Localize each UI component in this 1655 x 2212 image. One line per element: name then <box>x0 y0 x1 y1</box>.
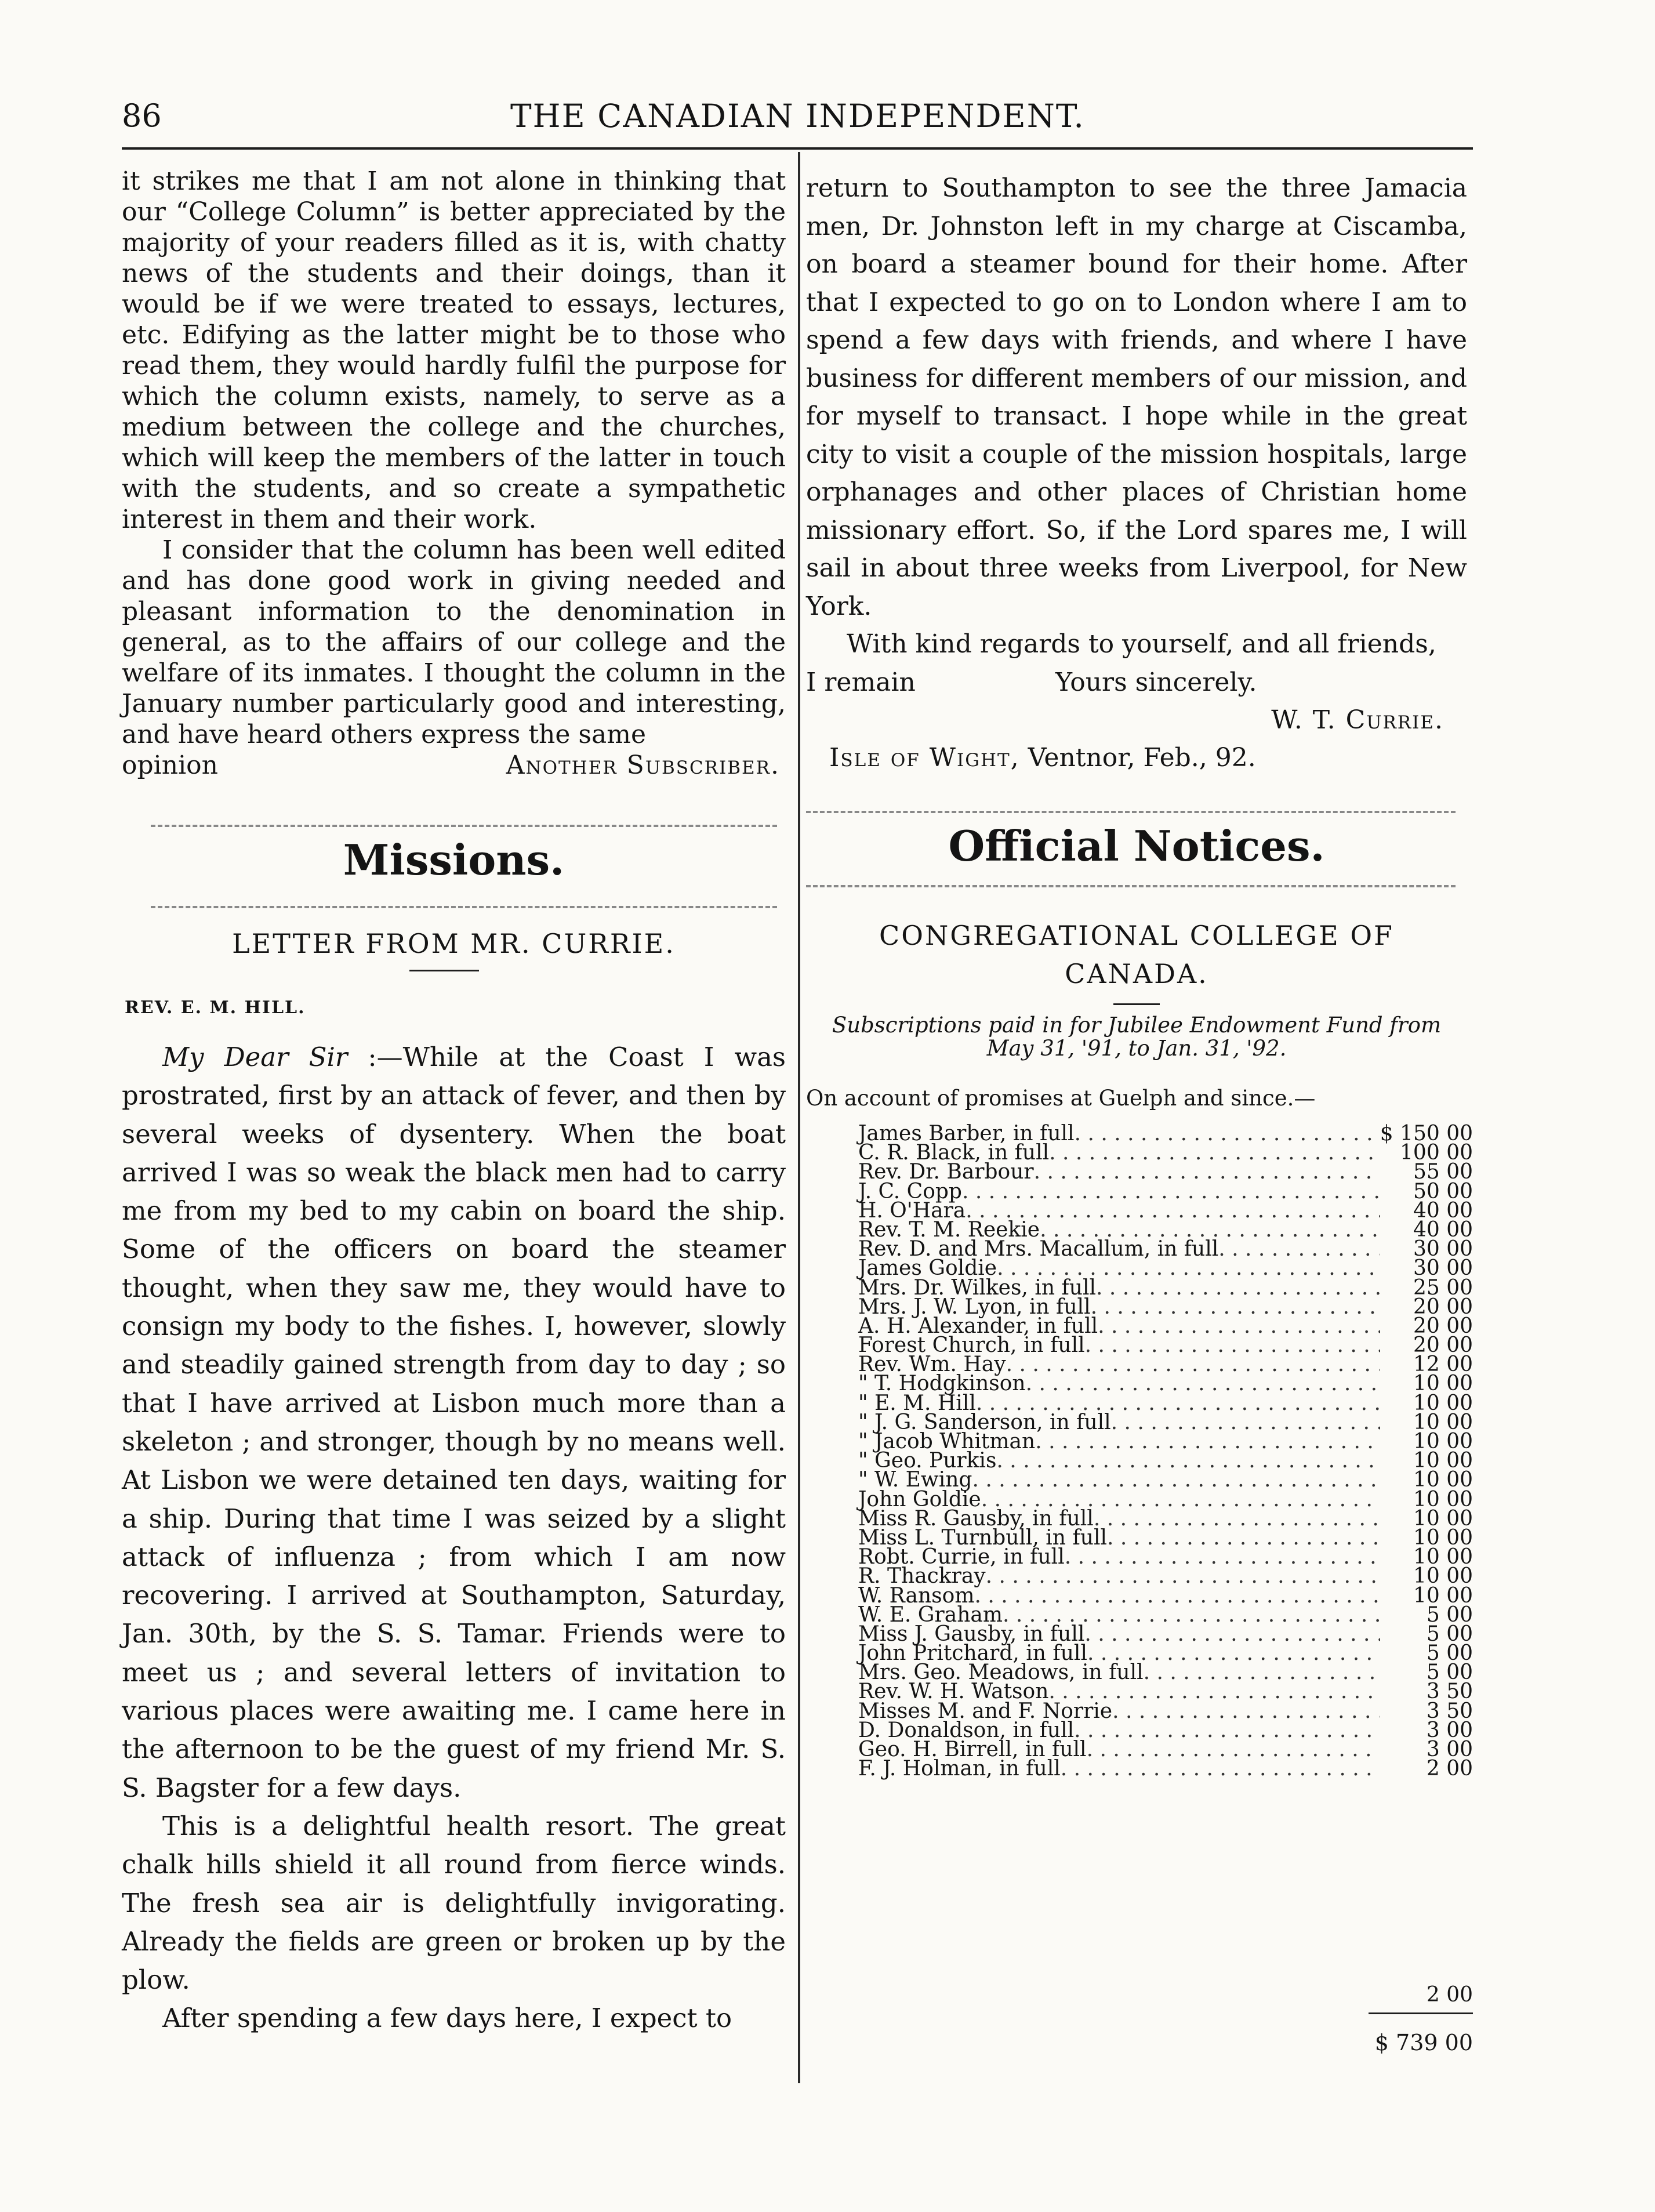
subscription-amount: 55 00 <box>1413 1160 1473 1184</box>
letter-paragraph: After spending a few days here, I expect to <box>162 2003 732 2034</box>
subscription-row <box>858 1506 1473 1531</box>
subscription-row <box>858 1602 1473 1627</box>
subscriber-name: Mrs. J. W. Lyon, in full <box>858 1294 1091 1319</box>
left-column-top <box>122 166 786 781</box>
subscriber-name: Misses M. and F. Norrie <box>858 1699 1113 1723</box>
extra-amount: 2 00 <box>1426 1983 1473 2007</box>
subscription-amount: 10 00 <box>1413 1430 1473 1453</box>
subscription-amount: 3 00 <box>1426 1718 1473 1742</box>
total-rule <box>1369 2012 1473 2014</box>
dot-leader <box>962 1182 1380 1201</box>
dot-leader <box>986 1566 1380 1586</box>
dot-leader <box>1111 1413 1380 1432</box>
subscriber-name: " T. Hodgkinson <box>858 1372 1026 1396</box>
subscription-amount: 5 00 <box>1426 1641 1473 1666</box>
subscriber-name: " Jacob Whitman <box>858 1430 1036 1453</box>
subscription-intro: On account of promises at Guelph and since.— <box>806 1086 1316 1111</box>
subscription-amount: 40 00 <box>1413 1217 1473 1242</box>
subscription-amount: 3 50 <box>1426 1699 1473 1723</box>
dot-leader <box>1112 1702 1380 1721</box>
subscription-amount: 5 00 <box>1426 1660 1473 1685</box>
subscription-amount: 10 00 <box>1413 1468 1473 1492</box>
subscription-amount: 10 00 <box>1413 1525 1473 1550</box>
dot-leader <box>1061 1759 1380 1778</box>
page-number: 86 <box>122 97 162 134</box>
running-head: THE CANADIAN INDEPENDENT. <box>510 97 1085 135</box>
dot-leader <box>1084 1624 1380 1644</box>
letter-paragraph: This is a delightful health resort. The great chalk hills shield it all round from fierce winds. The fresh sea air is delightfully invigorating. Already the fields are green or broken up by the plow. <box>122 1810 786 1996</box>
addressee: REV. E. M. HILL. <box>125 998 306 1018</box>
dot-leader <box>1218 1239 1380 1259</box>
dot-leader <box>1096 1278 1380 1297</box>
subscription-row <box>858 1294 1473 1319</box>
dot-leader <box>981 1490 1380 1509</box>
remain-text: I remain <box>806 667 916 697</box>
subscription-amount: 30 00 <box>1413 1237 1473 1261</box>
letter-paragraph: I consider that the column has been well edited and has done good work in giving needed and pleasant information to the denomination in general, as to the affairs of our college and the welfare of its inmates. I thought the column in the January number particularly good and interesting, and have heard others express the same <box>122 535 786 749</box>
section-divider <box>151 825 777 827</box>
subscription-amount: 30 00 <box>1413 1256 1473 1281</box>
subscription-amount: 10 00 <box>1413 1545 1473 1569</box>
subscriber-name: John Pritchard, in full <box>858 1641 1087 1666</box>
subscriber-name: R. Thackray <box>858 1564 986 1589</box>
letter-paragraph <box>122 1038 786 1807</box>
subscriber-name: W. Ransom <box>858 1583 975 1608</box>
subscription-amount: 40 00 <box>1413 1198 1473 1223</box>
subscription-row <box>858 1160 1473 1184</box>
subscription-amount: 20 00 <box>1413 1314 1473 1338</box>
subscription-list <box>858 1122 1473 1781</box>
subscriber-name: Rev. Wm. Hay <box>858 1352 1006 1377</box>
dateline <box>806 739 1467 777</box>
subscription-row <box>858 1583 1473 1608</box>
subscriber-name: Miss J. Gausby, in full <box>858 1622 1085 1646</box>
letter-title: LETTER FROM MR. CURRIE. <box>232 928 676 959</box>
dot-leader <box>1034 1162 1380 1181</box>
subscription-row <box>858 1256 1473 1281</box>
subscription-amount: 12 00 <box>1413 1352 1473 1377</box>
signoff-line <box>122 750 786 781</box>
signature: Another Subscriber. <box>506 750 780 780</box>
letter-paragraph: it strikes me that I am not alone in thinking that our “College Column” is better appreciated by the majority of your readers filled as it is, with chatty news of the students and their doings, than it would be if we were treated to essays, lectures, etc. Edifying as the latter might be to those who read them, they would hardly fulfil the purpose for which the column exists, namely, to serve as a medium between the college and the churches, which will keep the members of the latter in touch with the students, and so create a sympathetic interest in them and their work. <box>122 166 786 534</box>
section-divider <box>806 885 1456 887</box>
subscription-amount: 10 00 <box>1413 1583 1473 1608</box>
dot-leader <box>1035 1432 1380 1451</box>
subscription-row <box>858 1391 1473 1415</box>
subscriber-name: " J. G. Sanderson, in full <box>858 1410 1111 1434</box>
subscription-amount: 10 00 <box>1413 1372 1473 1396</box>
subscriber-name: Rev. T. M. Reekie <box>858 1217 1040 1242</box>
section-divider <box>806 811 1456 813</box>
subscription-amount: 3 00 <box>1426 1738 1473 1761</box>
subscription-amount: 20 00 <box>1413 1333 1473 1358</box>
subscriber-name: D. Donaldson, in full <box>858 1718 1075 1742</box>
subscription-amount: 20 00 <box>1413 1294 1473 1319</box>
subscription-amount: 3 50 <box>1426 1680 1473 1704</box>
signature: W. T. Currie. <box>1271 705 1444 735</box>
section-heading-official: Official Notices. <box>948 821 1325 871</box>
dot-leader <box>1085 1336 1380 1355</box>
subscriber-name: " W. Ewing <box>858 1468 972 1492</box>
dot-leader <box>976 1394 1380 1413</box>
dot-leader <box>997 1259 1380 1278</box>
subscriber-name: W. E. Graham <box>858 1602 1003 1627</box>
subscriber-name: James Barber, in full <box>858 1122 1075 1145</box>
subscription-row <box>858 1564 1473 1589</box>
dot-leader <box>1006 1355 1380 1374</box>
dateline-rest: Ventnor, Feb., 92. <box>1028 742 1256 773</box>
right-column-top <box>806 169 1467 777</box>
subscription-amount: 5 00 <box>1426 1602 1473 1627</box>
subscription-row <box>858 1680 1473 1704</box>
subscriber-name: Miss L. Turnbull, in full <box>858 1525 1107 1550</box>
subscription-amount: 10 00 <box>1413 1487 1473 1511</box>
subscription-row <box>858 1487 1473 1511</box>
dot-leader <box>1048 1682 1380 1701</box>
subscription-row <box>858 1757 1473 1781</box>
subscriber-name: " Geo. Purkis <box>858 1449 997 1473</box>
dot-leader <box>1026 1374 1380 1393</box>
subscription-row <box>858 1699 1473 1723</box>
subscriber-name: J. C. Copp <box>858 1179 962 1203</box>
section-heading-missions: Missions. <box>343 835 565 884</box>
letter-paragraph: With kind regards to yourself, and all friends, <box>847 629 1436 659</box>
dot-leader <box>1049 1143 1380 1162</box>
dot-leader <box>966 1201 1380 1220</box>
subscription-subtitle: Subscriptions paid in for Jubilee Endowment Fund from May 31, '91, to Jan. 31, '92. <box>832 1013 1442 1061</box>
salutation: My Dear Sir <box>162 1042 348 1072</box>
subscription-amount: 10 00 <box>1413 1449 1473 1473</box>
subscriber-name: Mrs. Geo. Meadows, in full <box>858 1660 1144 1685</box>
letter-paragraph-text: :—While at the Coast I was prostrated, first by an attack of fever, and then by several weeks of dysentery. When the boat arrived I was so weak the black men had to carry me from my bed to my cabin on board the ship. Some of the officers on board the steamer thought, when they saw me, they would have to consign my body to the fishes. I, however, slowly and steadily gained strength from day to day ; so that I have arrived at Lisbon much more than a skeleton ; and stronger, though by no means well. At Lisbon we were detained ten days, waiting for a ship. During that time I was seized by a slight attack of influenza ; from which I am now recovering. I arrived at Southampton, Saturday, Jan. 30th, by the S. S. Tamar. Friends were to meet us ; and several letters of invitation to various places were awaiting me. I came here in the afternoon to be the guest of my friend Mr. S. S. Bagster for a few days. <box>122 1042 786 1803</box>
dot-leader <box>1087 1740 1380 1759</box>
subscriber-name: Mrs. Dr. Wilkes, in full <box>858 1275 1096 1300</box>
missions-letter-body <box>122 1038 786 2038</box>
subscriber-name: Geo. H. Birrell, in full <box>858 1738 1087 1761</box>
subscription-row <box>858 1372 1473 1396</box>
subscriber-name: A. H. Alexander, in full <box>858 1314 1098 1338</box>
dot-leader <box>1144 1663 1380 1682</box>
subscriber-name: H. O'Hara <box>858 1198 966 1223</box>
subscription-amount: $ 150 00 <box>1380 1122 1473 1145</box>
dot-leader <box>1094 1509 1380 1528</box>
subscription-row <box>858 1198 1473 1223</box>
dot-leader <box>1098 1317 1380 1336</box>
subscriber-name: Rev. W. H. Watson <box>858 1680 1049 1704</box>
subscriber-name: C. R. Black, in full <box>858 1141 1050 1165</box>
dot-leader <box>1074 1721 1380 1740</box>
dateline-place: Isle of Wight, <box>829 742 1020 773</box>
subscription-amount: 10 00 <box>1413 1391 1473 1415</box>
dot-leader <box>1075 1124 1380 1143</box>
section-divider <box>151 906 777 908</box>
subscriber-name: Robt. Currie, in full <box>858 1545 1065 1569</box>
subscriber-name: Rev. D. and Mrs. Macallum, in full <box>858 1237 1219 1261</box>
subscription-amount: 25 00 <box>1413 1275 1473 1300</box>
subscriber-name: Miss R. Gausby, in full <box>858 1506 1094 1531</box>
header-rule <box>122 147 1473 150</box>
subscription-amount: 10 00 <box>1413 1410 1473 1434</box>
subscription-row <box>858 1179 1473 1203</box>
subscription-row <box>858 1468 1473 1492</box>
subscriber-name: John Goldie <box>858 1487 981 1511</box>
subscriber-name: F. J. Holman, in full <box>858 1757 1061 1781</box>
subscription-amount: 50 00 <box>1413 1179 1473 1203</box>
subscription-row <box>858 1275 1473 1300</box>
subscription-amount: 10 00 <box>1413 1564 1473 1589</box>
column-divider <box>798 152 800 2083</box>
letter-paragraph: return to Southampton to see the three Jamacia men, Dr. Johnston left in my charge at Ciscamba, on board a steamer bound for their home. After that I expected to go on to London where I am to spend a few days with friends, and where I have business for different members of our mission, and for myself to transact. I hope while in the great city to visit a couple of the mission hospitals, large orphanages and other places of Christian home missionary effort. So, if the Lord spares me, I will sail in about three weeks from Liverpool, for New York. <box>806 173 1467 621</box>
subscriber-name: James Goldie <box>858 1256 997 1281</box>
closing-word: opinion <box>122 750 218 780</box>
dot-leader <box>1065 1547 1380 1566</box>
dot-leader <box>972 1470 1380 1489</box>
title-rule <box>1113 1003 1160 1005</box>
dot-leader <box>1107 1528 1380 1547</box>
dot-leader <box>1091 1297 1380 1317</box>
dot-leader <box>974 1586 1380 1605</box>
subscription-amount: 2 00 <box>1426 1757 1473 1781</box>
closing-text: Yours sincerely. <box>1055 667 1257 697</box>
subscriber-name: " E. M. Hill <box>858 1391 976 1415</box>
subscription-amount: 5 00 <box>1426 1622 1473 1646</box>
total-amount: $ 739 00 <box>1374 2030 1473 2055</box>
college-title: CONGREGATIONAL COLLEGE OF CANADA. <box>879 920 1394 989</box>
subscriber-name: Forest Church, in full <box>858 1333 1085 1358</box>
dot-leader <box>1003 1605 1380 1624</box>
subscriber-name: Rev. Dr. Barbour <box>858 1160 1034 1184</box>
subscription-amount: 100 00 <box>1400 1141 1473 1165</box>
title-rule <box>409 970 479 971</box>
dot-leader <box>996 1451 1380 1470</box>
closing-line <box>806 663 1467 701</box>
subscription-amount: 10 00 <box>1413 1506 1473 1531</box>
